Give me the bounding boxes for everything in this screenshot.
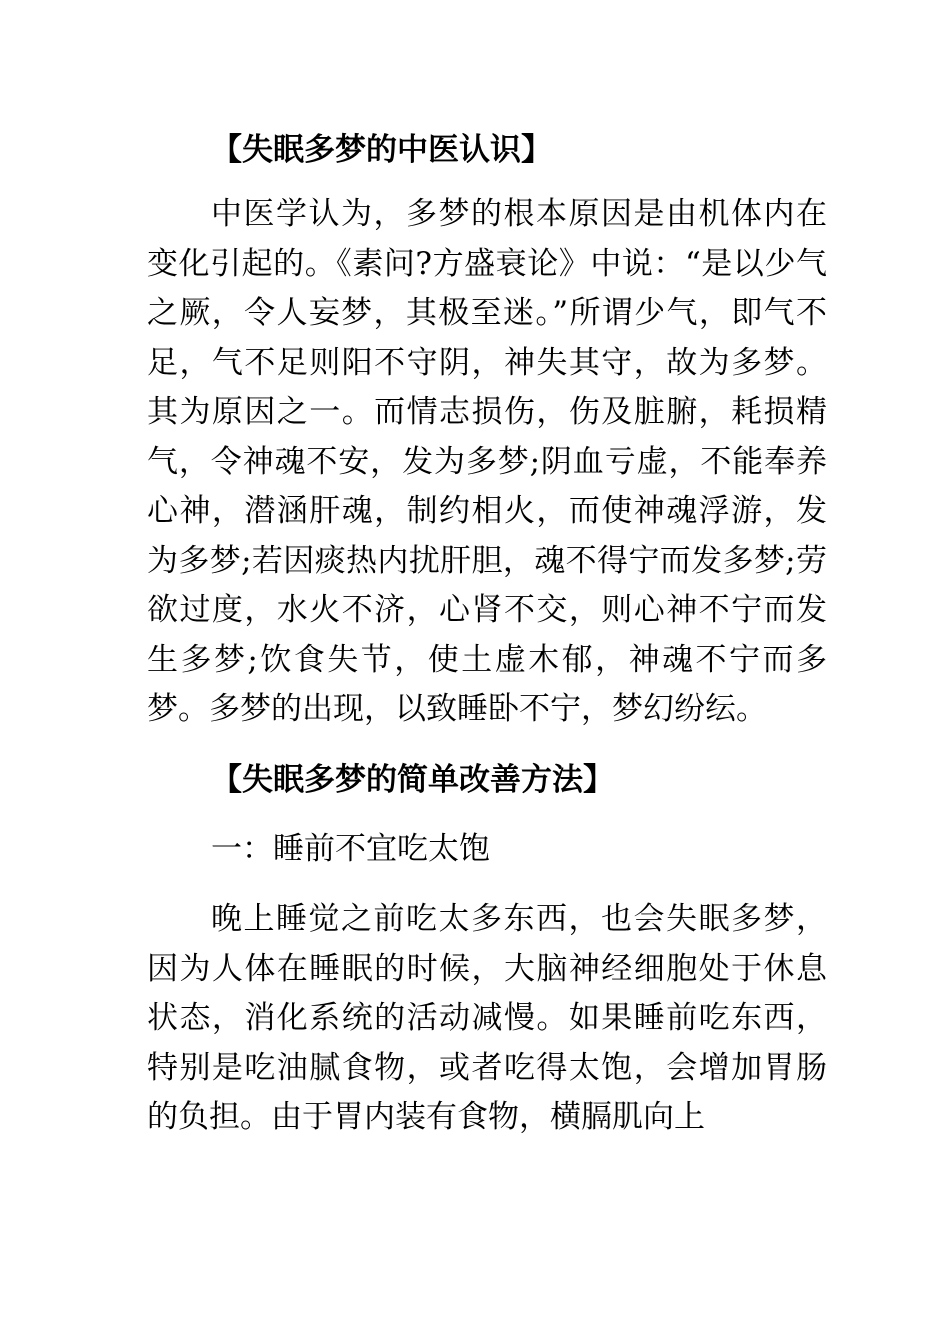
- section-heading-tcm-understanding: 【失眠多梦的中医认识】: [211, 132, 552, 168]
- document-page: [147, 126, 827, 1143]
- paragraph-tcm-understanding: 中医学认为，多梦的根本原因是由机体内在变化引起的。《素问?方盛衰论》中说：“是以少气之厥，令人妄梦，其极至迷。”所谓少气，即气不足，气不足则阳不守阴，神失其守，故为多梦。其为原因之一。而情志损伤，伤及脏腑，耗损精气，令神魂不安，发为多梦;阴血亏虚，不能奉养心神，潜涵肝魂，制约相火，而使神魂浮游，发为多梦;若因痰热内扰肝胆，魂不得宁而发多梦;劳欲过度，水火不济，心肾不交，则心神不宁而发生多梦;饮食失节，使土虚木郁，神魂不宁而多梦。多梦的出现，以致睡卧不宁，梦幻纷纭。: [147, 196, 827, 727]
- paragraph-no-full-meal-before-sleep: 晚上睡觉之前吃太多东西，也会失眠多梦，因为人体在睡眠的时候，大脑神经细胞处于休息状态，消化系统的活动减慢。如果睡前吃东西，特别是吃油腻食物，或者吃得太饱，会增加胃肠的负担。由于胃内装有食物，横膈肌向上: [147, 901, 827, 1135]
- subheading-no-full-meal-before-sleep: 一：睡前不宜吃太饱: [211, 830, 490, 867]
- section-heading-improvement-methods: 【失眠多梦的简单改善方法】: [211, 761, 614, 798]
